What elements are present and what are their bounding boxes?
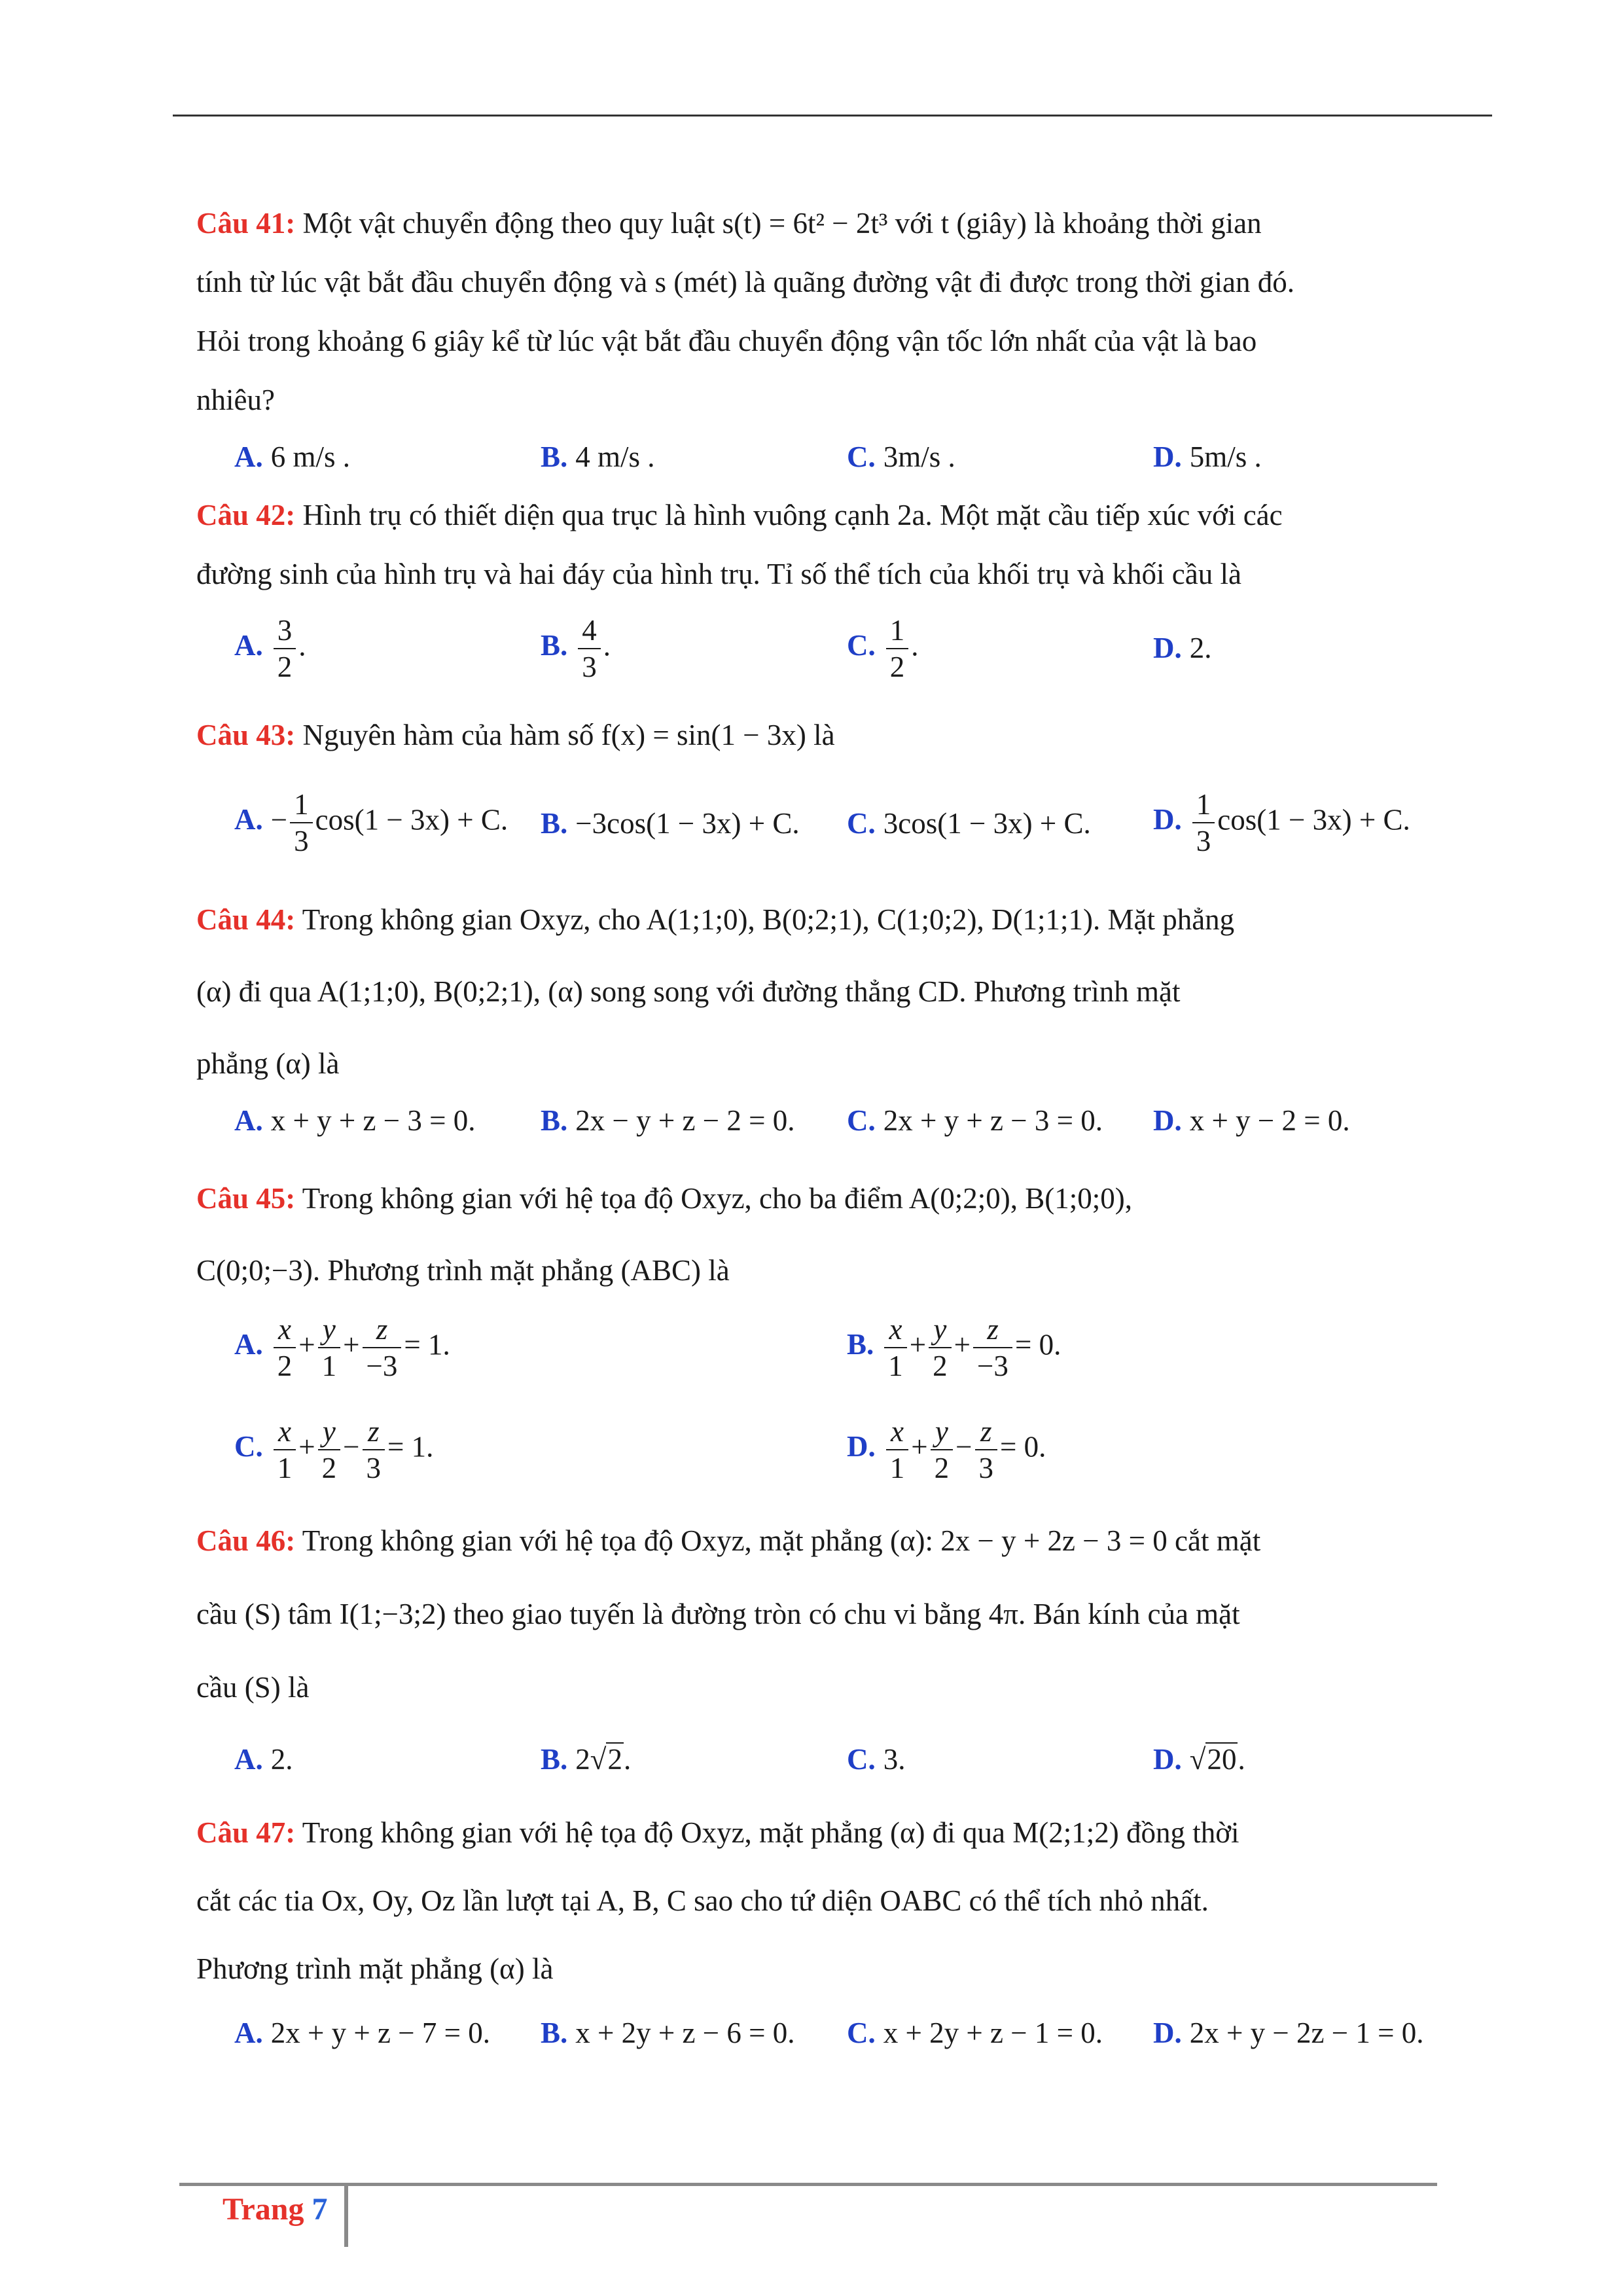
- question-number: Câu 42:: [196, 499, 296, 531]
- question-line: Hỏi trong khoảng 6 giây kể từ lúc vật bắt đầu chuyển động vận tốc lớn nhất của vật là bao: [196, 325, 1257, 357]
- question-line: cắt các tia Ox, Oy, Oz lần lượt tại A, B, C sao cho tứ diện OABC có thể tích nhỏ nhất.: [196, 1884, 1209, 1917]
- question-line: tính từ lúc vật bắt đầu chuyển động và s (mét) là quãng đường vật đi được trong thời gian đó.: [196, 266, 1294, 298]
- option-a[interactable]: A. 2.: [234, 1743, 293, 1776]
- fraction: $\frac{y}{2}$: [931, 1414, 954, 1486]
- fraction: $\frac{y}{2}$: [318, 1414, 341, 1486]
- question-line: cầu (S) là: [196, 1671, 310, 1704]
- option-c[interactable]: C. $\frac{x}{1}$ + $\frac{y}{2}$ − $\frac{z}{3}$ = 1.: [234, 1415, 434, 1484]
- question-number: Câu 43:: [196, 719, 296, 751]
- question-line: Câu 42: Hình trụ có thiết diện qua trục là hình vuông cạnh 2a. Một mặt cầu tiếp xúc với các: [196, 499, 1283, 531]
- question-number: Câu 41:: [196, 207, 296, 240]
- question-line: C(0;0;−3). Phương trình mặt phẳng (ABC) là: [196, 1254, 730, 1287]
- fraction: $\frac{z}{-3}$: [363, 1312, 402, 1384]
- option-a[interactable]: A. 2x + y + z − 7 = 0.: [234, 2017, 490, 2049]
- fraction: $\frac{4}{3}$: [578, 613, 601, 685]
- option-b[interactable]: B. x + 2y + z − 6 = 0.: [541, 2017, 795, 2049]
- question-line: Câu 41: Một vật chuyển động theo quy luật s(t) = 6t² − 2t³ với t (giây) là khoảng thời gian: [196, 207, 1262, 240]
- fraction: $\frac{x}{2}$: [274, 1312, 296, 1384]
- question-line: Câu 44: Trong không gian Oxyz, cho A(1;1;0), B(0;2;1), C(1;0;2), D(1;1;1). Mặt phẳng: [196, 903, 1235, 936]
- option-d[interactable]: D. 2x + y − 2z − 1 = 0.: [1153, 2017, 1424, 2049]
- option-b[interactable]: B. −3cos(1 − 3x) + C.: [541, 807, 800, 840]
- question-number: Câu 46:: [196, 1524, 296, 1557]
- question-47: [196, 1799, 1431, 2003]
- question-line: Câu 45: Trong không gian với hệ tọa độ Oxyz, cho ba điểm A(0;2;0), B(1;0;0),: [196, 1182, 1132, 1215]
- question-45: [196, 1162, 1431, 1306]
- option-b[interactable]: B. 2√2.: [541, 1743, 632, 1776]
- option-d[interactable]: D. 5m/s .: [1153, 440, 1262, 473]
- option-d[interactable]: D. x + y − 2 = 0.: [1153, 1104, 1350, 1137]
- fraction: $\frac{x}{1}$: [884, 1312, 907, 1384]
- question-number: Câu 44:: [196, 903, 296, 936]
- option-a[interactable]: A. − $\frac{1}{3}$ cos(1 − 3x) + C.: [234, 788, 508, 857]
- fraction: $\frac{1}{3}$: [290, 787, 313, 859]
- option-c[interactable]: C. 3.: [847, 1743, 906, 1776]
- page-number: 7: [312, 2192, 328, 2227]
- fraction: $\frac{3}{2}$: [274, 613, 296, 685]
- option-d[interactable]: D. $\frac{1}{3}$ cos(1 − 3x) + C.: [1153, 788, 1410, 857]
- fraction: $\frac{1}{2}$: [886, 613, 909, 685]
- fraction: $\frac{1}{3}$: [1192, 787, 1215, 859]
- question-44: [196, 884, 1431, 1100]
- fraction: $\frac{y}{2}$: [929, 1312, 952, 1384]
- fraction: $\frac{x}{1}$: [274, 1414, 296, 1486]
- option-a[interactable]: A. x + y + z − 3 = 0.: [234, 1104, 476, 1137]
- footer-divider: [344, 2184, 348, 2247]
- question-line: đường sinh của hình trụ và hai đáy của hình trụ. Tỉ số thể tích của khối trụ và khối cầu là: [196, 558, 1241, 590]
- question-46: [196, 1504, 1431, 1724]
- option-b[interactable]: B. $\frac{4}{3}$ .: [541, 614, 611, 683]
- option-d[interactable]: D. $\frac{x}{1}$ + $\frac{y}{2}$ − $\frac{z}{3}$ = 0.: [847, 1415, 1046, 1484]
- question-line: Câu 43: Nguyên hàm của hàm số f(x) = sin(1 − 3x) là: [196, 719, 835, 751]
- sqrt-icon: √: [590, 1743, 607, 1776]
- question-line: Câu 46: Trong không gian với hệ tọa độ Oxyz, mặt phẳng (α): 2x − y + 2z − 3 = 0 cắt mặt: [196, 1524, 1261, 1557]
- question-41: [196, 194, 1431, 429]
- option-b[interactable]: B. 2x − y + z − 2 = 0.: [541, 1104, 795, 1137]
- page-footer: Trang 7: [223, 2192, 328, 2227]
- fraction: $\frac{z}{-3}$: [973, 1312, 1012, 1384]
- fraction: $\frac{z}{3}$: [363, 1414, 385, 1486]
- fraction: $\frac{y}{1}$: [318, 1312, 341, 1384]
- header-rule: [173, 115, 1492, 117]
- option-b[interactable]: B. 4 m/s .: [541, 440, 655, 473]
- option-c[interactable]: C. x + 2y + z − 1 = 0.: [847, 2017, 1103, 2049]
- footer-rule: [179, 2183, 1437, 2186]
- option-b[interactable]: B. $\frac{x}{1}$ + $\frac{y}{2}$ + $\frac{z}{-3}$ = 0.: [847, 1313, 1061, 1382]
- question-43: [196, 706, 1431, 764]
- option-d[interactable]: D. √20.: [1153, 1743, 1245, 1776]
- option-a[interactable]: A. $\frac{x}{2}$ + $\frac{y}{1}$ + $\frac{z}{-3}$ = 1.: [234, 1313, 450, 1382]
- question-line: Phương trình mặt phẳng (α) là: [196, 1952, 554, 1985]
- option-c[interactable]: C. 3cos(1 − 3x) + C.: [847, 807, 1091, 840]
- question-line: (α) đi qua A(1;1;0), B(0;2;1), (α) song song với đường thẳng CD. Phương trình mặt: [196, 975, 1181, 1008]
- option-c[interactable]: C. 3m/s .: [847, 440, 955, 473]
- option-d[interactable]: D. 2.: [1153, 632, 1212, 664]
- question-number: Câu 47:: [196, 1816, 296, 1849]
- option-c[interactable]: C. 2x + y + z − 3 = 0.: [847, 1104, 1103, 1137]
- question-number: Câu 45:: [196, 1182, 296, 1215]
- question-42: [196, 486, 1431, 603]
- question-line: Câu 47: Trong không gian với hệ tọa độ Oxyz, mặt phẳng (α) đi qua M(2;1;2) đồng thời: [196, 1816, 1240, 1849]
- question-line: cầu (S) tâm I(1;−3;2) theo giao tuyến là đường tròn có chu vi bằng 4π. Bán kính của mặt: [196, 1598, 1240, 1630]
- option-a[interactable]: A. 6 m/s .: [234, 440, 351, 473]
- sqrt-icon: √: [1189, 1743, 1206, 1776]
- fraction: $\frac{x}{1}$: [886, 1414, 909, 1486]
- question-line: nhiêu?: [196, 384, 275, 416]
- option-a[interactable]: A. $\frac{3}{2}$ .: [234, 614, 306, 683]
- fraction: $\frac{z}{3}$: [975, 1414, 998, 1486]
- option-c[interactable]: C. $\frac{1}{2}$ .: [847, 614, 919, 683]
- question-line: phẳng (α) là: [196, 1047, 340, 1080]
